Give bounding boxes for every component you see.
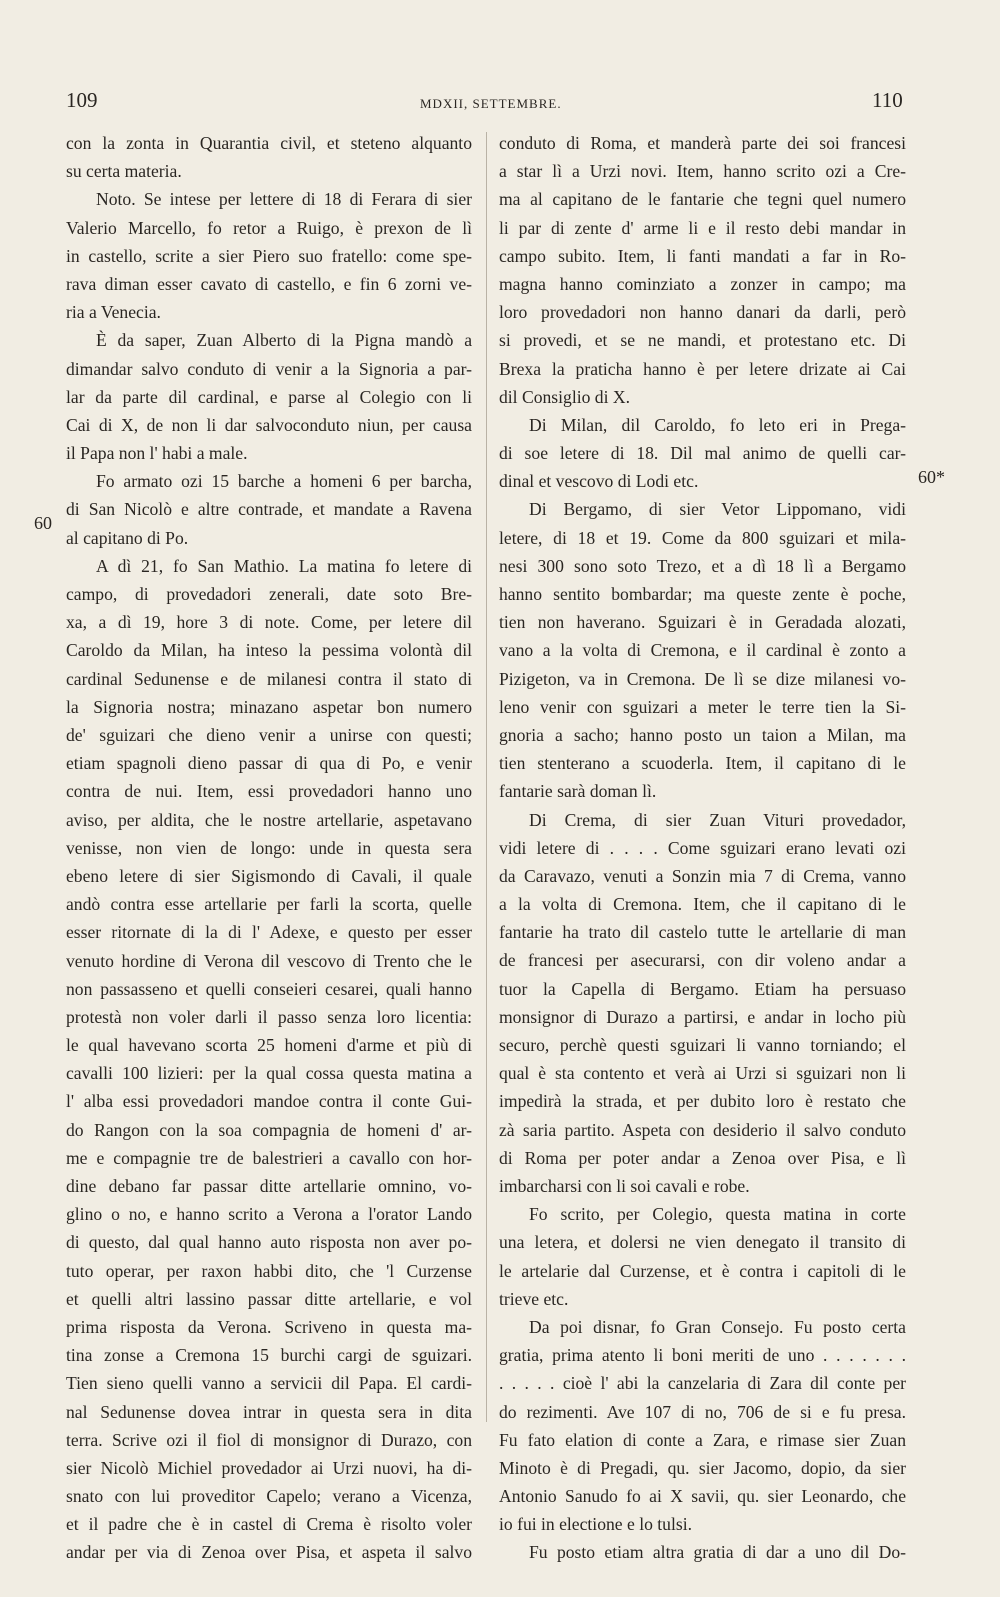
- text-line: di San Nicolò e altre contrade, et mandate a Ravena: [66, 499, 472, 520]
- margin-line-number-right: 60*: [918, 467, 945, 487]
- text-line: sier Nicolò Michiel provedador ai Urzi nuovi, ha di-: [66, 1457, 472, 1478]
- text-line: trieve etc.: [499, 1288, 569, 1309]
- text-line: fantarie sarà doman lì.: [499, 781, 657, 802]
- text-line: dimandar salvo conduto di venir a la Signoria a par-: [66, 358, 472, 379]
- text-line: venisse, non vien de longo: unde in questa sera: [66, 837, 472, 858]
- text-line: le qual havevano scorta 25 homeni d'arme et più di: [66, 1035, 472, 1056]
- text-line: Caroldo da Milan, ha inteso la pessima volontà dil: [66, 640, 472, 661]
- text-line: tien stenterano a scuoderla. Item, il capitano di le: [499, 753, 906, 774]
- text-line: venuto hordine di Verona dil vescovo di Trento che le: [66, 950, 472, 971]
- text-line: et quelli altri lassino passar ditte artellarie, e vol: [66, 1288, 472, 1309]
- text-line: de' sguizari che dieno venir a unirse con questi;: [66, 725, 472, 745]
- text-line: a star lì a Urzi novi. Item, hanno scrito ozi a Cre-: [499, 161, 906, 182]
- text-line: di Roma per poter andar a Zenoa over Pisa, e lì: [499, 1147, 906, 1168]
- text-line: protestà non voler darli il passo senza loro licentia:: [66, 1006, 472, 1027]
- text-line: una letera, et dolersi ne vien denegato il transito di: [499, 1232, 906, 1253]
- text-line: vidi letere di . . . . Come sguizari erano levati ozi: [499, 837, 906, 858]
- text-line: Tien sieno quelli vanno a servicii dil Papa. El cardi-: [66, 1373, 472, 1394]
- text-line: tina zonse a Cremona 15 burchi cargi de sguizari.: [66, 1345, 472, 1366]
- running-title: MDXII, SETTEMBRE.: [420, 96, 562, 111]
- text-line: me e compagnie tre de balestrieri a cavallo con hor-: [66, 1147, 472, 1168]
- text-line: dine debano far passar ditte artellarie omnino, vo-: [66, 1176, 472, 1196]
- text-line: Da poi disnar, fo Gran Consejo. Fu posto certa: [529, 1316, 906, 1337]
- text-line: impedirà la strada, et per dubito loro è restato che: [499, 1091, 906, 1112]
- text-line: hanno sentito bombardar; ma queste zente è poche,: [499, 584, 906, 605]
- text-line: Di Milan, dil Caroldo, fo leto eri in Prega-: [529, 414, 906, 435]
- text-line: Fo scrito, per Colegio, questa matina in corte: [529, 1204, 906, 1225]
- text-line: de francesi per asecurarsi, con dir voleno andar a: [499, 950, 906, 971]
- text-line: li par di zente d' arme li e il resto debi mandar in: [499, 217, 906, 238]
- text-line: terra. Scrive ozi il fiol di monsignor di Durazo, con: [66, 1429, 472, 1450]
- text-line: monsignor di Durazo a partirsi, e andar in locho più: [499, 1006, 906, 1027]
- text-line: gratia, prima atento li boni meriti de uno . . . . . . .: [499, 1345, 906, 1366]
- page-header: [0, 88, 1000, 118]
- text-line: campo subito. Item, li fanti mandati a far in Ro-: [499, 245, 906, 266]
- text-line: zà saria partito. Aspeta con desiderio il salvo conduto: [499, 1119, 906, 1140]
- text-line: tien non haverano. Sguizari è in Geradada alozati,: [499, 612, 906, 633]
- text-line: loro provedadori non hanno danari da darli, però: [499, 302, 906, 323]
- text-line: su certa materia.: [66, 161, 182, 182]
- text-line: lar da parte dil cardinal, e parse al Colegio con li: [66, 386, 472, 407]
- text-line: Pizigeton, va in Cremona. De lì se dize milanesi vo-: [499, 668, 906, 689]
- text-line: al capitano di Po.: [66, 527, 189, 548]
- text-line: nesi 300 sono soto Trezo, et a dì 18 lì a Bergamo: [499, 555, 906, 576]
- text-line: aviso, per aldita, che le nostre artellarie, aspetavano: [66, 809, 472, 830]
- text-line: tuor la Capella di Bergamo. Etiam ha persuaso: [499, 978, 906, 999]
- text-line: magna hanno cominziato a zonzer in campo; ma: [499, 273, 906, 294]
- text-line: la Signoria nostra; minazano aspetar bon numero: [66, 696, 472, 717]
- text-line: tuto operar, per raxon habbi dito, che 'l Curzense: [66, 1260, 472, 1281]
- text-line: di soe letere di 18. Dil mal animo de quelli car-: [499, 443, 906, 464]
- text-line: xa, a dì 19, hore 3 di note. Come, per letere dil: [66, 612, 472, 633]
- text-column-right: [499, 129, 906, 1567]
- text-line: È da saper, Zuan Alberto di la Pigna mandò a: [96, 330, 472, 351]
- text-line: a la volta di Cremona. Item, che il capitano di le: [499, 894, 906, 915]
- text-line: et il padre che è in castel di Crema è risolto voler: [66, 1514, 472, 1535]
- text-line: dil Consiglio di X.: [499, 386, 630, 407]
- text-line: do Rangon con la soa compagnia de homeni d' ar-: [66, 1119, 472, 1140]
- text-line: Brexa la praticha hanno è per letere drizate ai Cai: [499, 358, 906, 379]
- text-line: gnoria a sacho; hanno posto un taion a Milan, ma: [499, 724, 906, 745]
- text-column-left: [66, 129, 472, 1567]
- text-line: Fu fato elation di conte a Zara, e rimase sier Zuan: [499, 1429, 906, 1450]
- text-line: con la zonta in Quarantia civil, et steteno alquanto: [66, 133, 472, 153]
- text-line: il Papa non l' habi a male.: [66, 443, 248, 464]
- margin-line-number-left: 60: [34, 513, 52, 533]
- text-line: da Caravazo, venuti a Sonzin mia 7 di Crema, vanno: [499, 865, 906, 886]
- column-divider: [486, 132, 487, 1422]
- text-line: andò contra esse artellarie per farli la scorta, quelle: [66, 894, 472, 915]
- text-line: io fui in electione e lo tulsi.: [499, 1514, 692, 1535]
- text-line: letere, di 18 et 19. Come da 800 sguizari et mila-: [499, 527, 906, 548]
- text-line: ebeno letere di sier Sigismondo di Cavali, il quale: [66, 865, 472, 886]
- text-line: rava diman esser cavato di castello, e fin 6 zorni ve-: [66, 273, 472, 294]
- text-line: Valerio Marcello, fo retor a Ruigo, è prexon de lì: [66, 217, 472, 238]
- page-number-right: 110: [872, 88, 903, 112]
- text-line: Fu posto etiam altra gratia di dar a uno dil Do-: [529, 1542, 906, 1563]
- text-line: Di Bergamo, di sier Vetor Lippomano, vidi: [529, 499, 906, 520]
- text-line: cavalli 100 lizieri: per la qual cossa questa matina a: [66, 1063, 472, 1084]
- text-line: non passasseno et quelli conseieri cesarei, quali hanno: [66, 978, 472, 999]
- text-line: campo, di provedadori zenerali, date soto Bre-: [66, 584, 472, 605]
- text-line: do rezimenti. Ave 107 di no, 706 de si e fu presa.: [499, 1401, 906, 1422]
- text-line: etiam spagnoli dieno passar di qua di Po, e venir: [66, 753, 472, 774]
- text-line: in castello, scrite a sier Piero suo fratello: come spe-: [66, 245, 472, 266]
- text-line: vano a la volta di Cremona, e il cardinal è zonto a: [499, 640, 906, 661]
- text-line: esser ritornate di la di l' Adexe, e questo per esser: [66, 922, 472, 943]
- text-line: securo, perchè questi sguizari li vanno torniando; el: [499, 1035, 906, 1056]
- text-line: Fo armato ozi 15 barche a homeni 6 per barcha,: [96, 471, 472, 492]
- text-line: Minoto è di Pregadi, qu. sier Jacomo, dopio, da sier: [499, 1457, 906, 1478]
- text-line: nal Sedunense dovea intrar in questa sera in dita: [66, 1401, 472, 1422]
- text-line: cardinal Sedunense e de milanesi contra il stato di: [66, 668, 472, 689]
- text-line: l' alba essi provedadori mandoe contra il conte Gui-: [66, 1091, 472, 1112]
- text-line: Antonio Sanudo fo ai X savii, qu. sier Leonardo, che: [499, 1486, 906, 1507]
- text-line: A dì 21, fo San Mathio. La matina fo letere di: [96, 555, 472, 576]
- text-line: ria a Venecia.: [66, 302, 161, 323]
- text-line: Cai di X, de non li dar salvoconduto niun, per causa: [66, 414, 472, 435]
- text-line: si provedi, et se ne mandi, et protestano etc. Di: [499, 330, 906, 351]
- text-line: le artelarie dal Curzense, et è contra i capitoli di le: [499, 1260, 906, 1281]
- text-line: ma al capitano de le fantarie che tegni quel numero: [499, 189, 906, 210]
- text-line: conduto di Roma, et manderà parte dei soi francesi: [499, 133, 906, 153]
- text-line: di questo, dal qual hanno auto risposta non aver po-: [66, 1232, 472, 1253]
- text-line: prima risposta da Verona. Scriveno in questa ma-: [66, 1316, 472, 1337]
- text-line: Di Crema, di sier Zuan Vituri provedador,: [529, 809, 906, 830]
- text-line: snato con lui proveditor Capelo; verano a Vicenza,: [66, 1486, 472, 1507]
- text-line: contra de nui. Item, essi provedadori hanno uno: [66, 781, 472, 802]
- text-line: qual è sta contento et verà ai Urzi si sguizari non li: [499, 1063, 906, 1084]
- text-line: . . . . . cioè l' abi la canzelaria di Zara dil conte per: [499, 1373, 906, 1394]
- text-line: andar per via di Zenoa over Pisa, et aspeta il salvo: [66, 1542, 472, 1563]
- text-line: leno venir con sguizari a meter le terre tien la Si-: [499, 696, 906, 717]
- text-line: fantarie ha trato dil castelo tutte le artellarie di man: [499, 922, 906, 943]
- text-line: dinal et vescovo di Lodi etc.: [499, 471, 699, 492]
- page-number-left: 109: [66, 88, 98, 112]
- text-line: imbarcharsi con li soi cavali e robe.: [499, 1175, 750, 1196]
- text-line: Noto. Se intese per lettere di 18 di Ferara di sier: [96, 189, 472, 210]
- text-line: glino o no, e hanno scrito a Verona a l'orator Lando: [66, 1204, 472, 1225]
